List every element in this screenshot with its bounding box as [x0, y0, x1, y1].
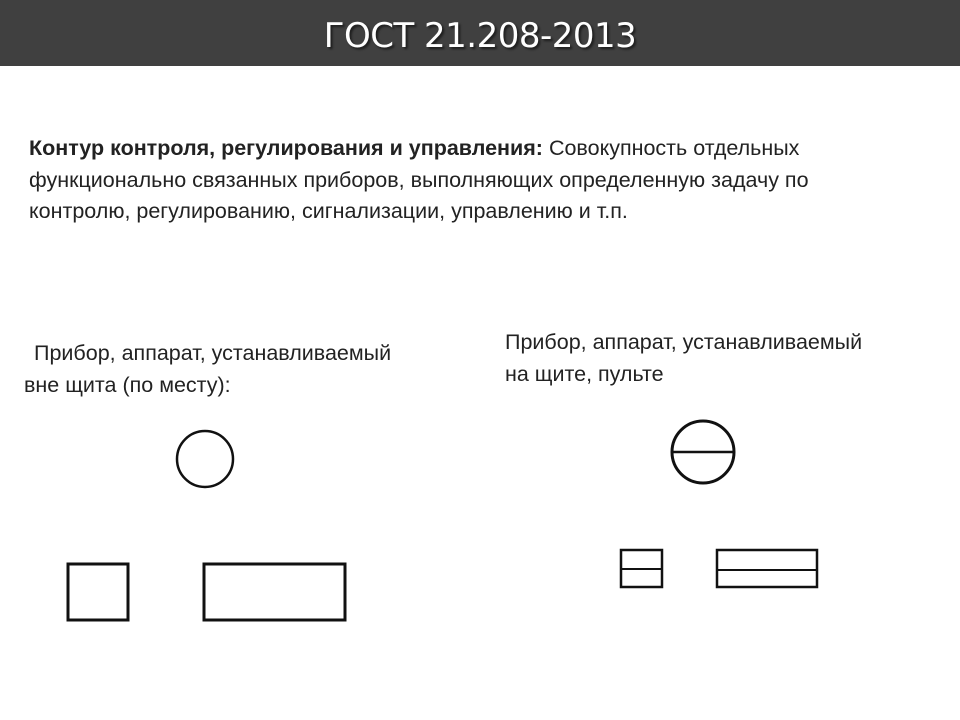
local-device-caption-line1: Прибор, аппарат, устанавливаемый — [34, 341, 392, 365]
local-device-symbols — [68, 431, 345, 620]
definition-term: Контур контроля, регулирования и управления: — [29, 136, 543, 160]
panel-device-rectangle-symbol — [717, 550, 817, 587]
panel-device-symbols — [621, 421, 817, 587]
local-device-square-symbol — [68, 564, 128, 620]
definition-text: Совокупность отдельных функционально связанных приборов, выполняющих определенную задачу по контролю, регулированию, сигнализации, управлению и т.п. — [29, 136, 809, 223]
panel-device-caption-line2: на щите, пульте — [505, 361, 664, 386]
local-device-rectangle-symbol — [204, 564, 345, 620]
local-device-circle-symbol — [177, 431, 233, 487]
local-device-caption-line2: вне щита (по месту): — [24, 372, 231, 397]
page-title: ГОСТ 21.208-2013 — [323, 16, 637, 56]
panel-device-caption-line1: Прибор, аппарат, устанавливаемый — [505, 330, 863, 354]
